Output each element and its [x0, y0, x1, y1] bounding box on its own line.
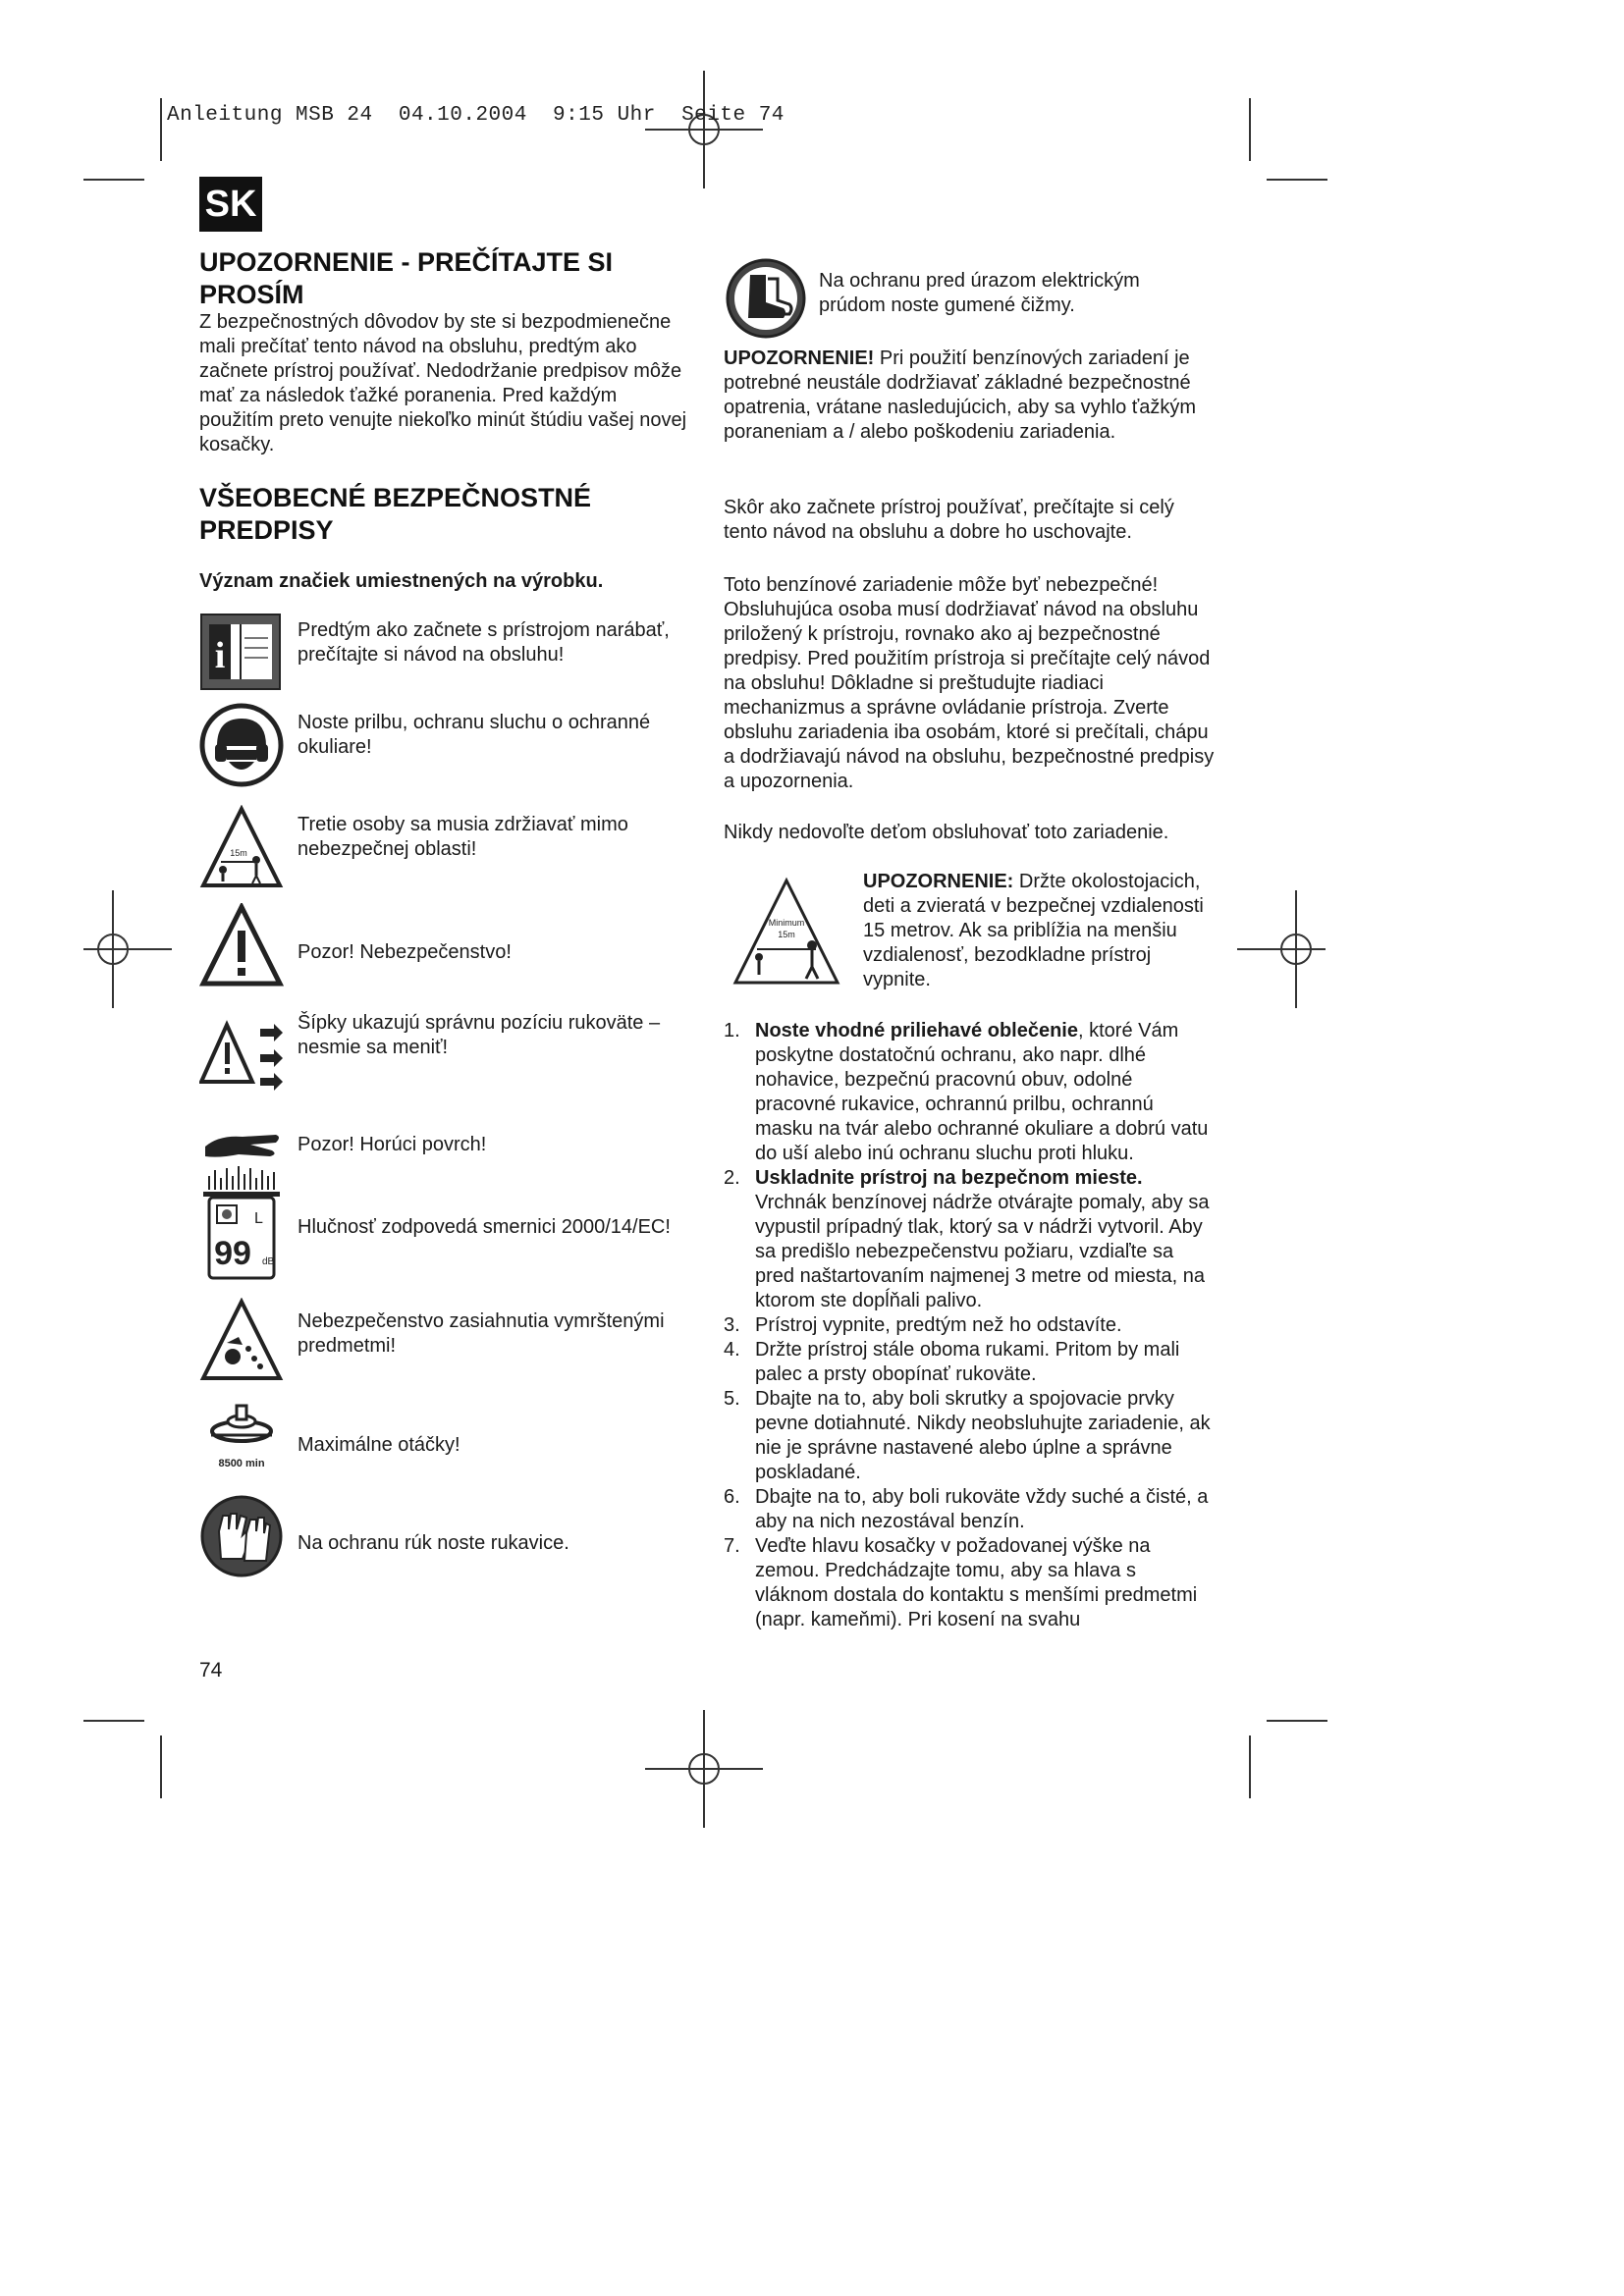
distance-top-label: Minimum [768, 918, 805, 928]
symbols-heading: Význam značiek umiestnených na výrobku. [199, 570, 604, 592]
noise-icon-value: 99 [214, 1235, 251, 1272]
list-item: 4. Držte prístroj stále oboma rukami. Pritom by mali palec a prsty obopínať rukoväte. [724, 1339, 1180, 1385]
speed-icon-label: 8500 min [218, 1458, 265, 1469]
crop-mark [1249, 1735, 1251, 1798]
list-item: 6. Dbajte na to, aby boli rukoväte vždy suché a čisté, a aby na nich nezostával benzín. [724, 1486, 1209, 1532]
minimum-distance-15m-icon [731, 877, 841, 987]
warning-triangle-icon [199, 903, 284, 988]
gloves-icon [199, 1494, 284, 1578]
warning-text: Pri použití benzínových zariadení je potrebné neustále dodržiavať základné bezpečnostné opatrenia, vrátane nasledujúcich, aby sa vyhlo ťažkým poraneniam a / alebo poškodeniu zariadenia. [724, 347, 1197, 443]
noise-icon-unit: dB [262, 1256, 275, 1267]
helmet-ear-eye-protection-icon [199, 703, 284, 787]
symbol-text: Tretie osoby sa musia zdržiavať mimo nebezpečnej oblasti! [298, 814, 628, 860]
max-speed-8500-icon [199, 1396, 284, 1480]
symbol-row [199, 1396, 690, 1484]
language-badge: SK [199, 177, 262, 232]
distance-warning-text: Držte okolostojacich, deti a zvieratá v bezpečnej vzdialenosti 15 metrov. Ak sa priblížia na menšiu vzdialenosť, bezodkladne prístroj vypnite. [863, 871, 1204, 990]
symbol-text: Noste prilbu, ochranu sluchu o ochranné okuliare! [298, 712, 651, 758]
symbol-row [199, 1494, 690, 1582]
general-safety-heading: VŠEOBECNÉ BEZPEČNOSTNÉ PREDPISY [199, 483, 592, 545]
crop-mark [83, 179, 144, 181]
symbol-text: Pozor! Nebezpečenstvo! [298, 941, 512, 963]
symbol-text: Na ochranu rúk noste rukavice. [298, 1532, 569, 1554]
distance-warning-label: UPOZORNENIE: [863, 871, 1014, 892]
list-item: 3. Prístroj vypnite, predtým než ho odstavíte. [724, 1314, 1122, 1336]
svg-text:i: i [214, 635, 226, 676]
registration-mark-icon [645, 1710, 763, 1828]
intro-paragraph: Z bezpečnostných dôvodov by ste si bezpodmienečne mali prečítať tento návod na obsluhu, predtým ako začnete prístroj používať. Nedodržanie predpisov môže mať za následok ťažké poranenia. Pred každým použitím preto venujte niekoľko minút štúdiu vašej novej kosačky. [199, 311, 687, 455]
registration-mark-icon [1237, 890, 1355, 1008]
symbol-row [199, 1011, 690, 1099]
symbol-row [199, 611, 690, 699]
symbol-row [199, 903, 690, 991]
boots-text: Na ochranu pred úrazom elektrickým prúdom noste gumené čižmy. [819, 270, 1140, 316]
crop-mark [160, 98, 162, 161]
list-item: 7. Veďte hlavu kosačky v požadovanej výške na zemou. Predchádzajte tomu, aby sa hlava s vláknom dostala do kontaktu s menšími predmetmi (napr. kameňmi). Pri kosení na svahu [724, 1535, 1198, 1630]
crop-mark [1267, 1720, 1327, 1722]
noise-icon-label: L [254, 1210, 263, 1227]
noise-level-99db-icon [199, 1196, 284, 1280]
read-manual-paragraph: Skôr ako začnete prístroj používať, prečítajte si celý tento návod na obsluhu a dobre ho uschovajte. [724, 497, 1174, 543]
header-underline [653, 130, 763, 131]
flying-objects-warning-icon [199, 1298, 284, 1382]
symbol-text: Hlučnosť zodpovedá smernici 2000/14/EC! [298, 1216, 671, 1238]
symbol-text: Pozor! Horúci povrch! [298, 1134, 487, 1155]
symbol-text: Predtým ako začnete s prístrojom narábať, prečítajte si návod na obsluhu! [298, 619, 670, 666]
safety-steps-list [724, 1019, 1215, 1632]
symbol-row [199, 805, 690, 893]
danger-paragraph: Toto benzínové zariadenie môže byť nebezpečné! Obsluhujúca osoba musí dodržiavať návod na obsluhu priložený k prístroju, rovnako ako aj bezpečnostné predpisy. Pred použitím prístroja si prečítajte celý návod na obsluhu! Dôkladne si preštudujte riadiaci mechanizmus a správne ovládanie prístroja. Zverte obsluhu zariadenia iba osobám, ktoré si prečítali, chápu a dodržiavajú návod na obsluhu, bezpečnostné predpisy a upozornenia. [724, 574, 1215, 792]
symbol-row [199, 1298, 690, 1386]
manual-book-icon [199, 611, 284, 695]
distance-label: 15m [230, 848, 247, 858]
crop-mark [160, 1735, 162, 1798]
warning-heading: UPOZORNENIE - PREČÍTAJTE SI PROSÍM [199, 247, 614, 309]
list-item: 1. Noste vhodné priliehavé oblečenie, ktoré Vám poskytne dostatočnú ochranu, ako napr. dlhé nohavice, bezpečnú pracovnú obuv, odolné pracovné rukavice, ochrannú prilbu, ochrannú masku na tvár alebo ochranné okuliare a dobrú vatu do uší alebo inú ochranu sluchu proti hluku. [724, 1020, 1209, 1164]
warning-label: UPOZORNENIE! [724, 347, 875, 369]
handle-arrows-warning-icon [199, 1011, 284, 1095]
page-number: 74 [199, 1659, 223, 1682]
keep-distance-15m-icon [199, 805, 284, 889]
crop-mark [83, 1720, 144, 1722]
registration-mark-icon [54, 890, 172, 1008]
symbol-text: Šípky ukazujú správnu pozíciu rukoväte – nesmie sa meniť! [298, 1012, 661, 1058]
crop-mark [1267, 179, 1327, 181]
list-item: 2. Uskladnite prístroj na bezpečnom mieste. Vrchnák benzínovej nádrže otvárajte pomaly, aby sa vypustil prípadný tlak, ktorý sa v nádrži vytvoril. Aby sa predišlo nebezpečenstvu požiaru, vzdiaľte sa pred naštartovaním najmenej 3 metre od miesta, na ktorom ste dopĺňali palivo. [724, 1167, 1210, 1311]
symbol-row [199, 1196, 690, 1284]
rubber-boots-icon [725, 257, 807, 340]
symbol-text: Nebezpečenstvo zasiahnutia vymrštenými predmetmi! [298, 1310, 665, 1357]
symbol-text: Maximálne otáčky! [298, 1434, 460, 1456]
distance-bottom-label: 15m [778, 930, 795, 939]
symbol-row [199, 703, 690, 791]
distance-warning [863, 870, 1217, 992]
crop-mark [1249, 98, 1251, 161]
warning-paragraph [724, 347, 1215, 445]
print-header: Anleitung MSB 24 04.10.2004 9:15 Uhr Seite 74 [167, 104, 785, 127]
list-item: 5. Dbajte na to, aby boli skrutky a spojovacie prvky pevne dotiahnuté. Nikdy neobsluhujte zariadenie, ak nie je správne nastavené alebo úplne a správne poskladané. [724, 1388, 1211, 1483]
symbol-row [199, 1117, 690, 1205]
children-warning: Nikdy nedovoľte deťom obsluhovať toto zariadenie. [724, 822, 1169, 843]
hot-surface-hand-icon [199, 1117, 284, 1201]
